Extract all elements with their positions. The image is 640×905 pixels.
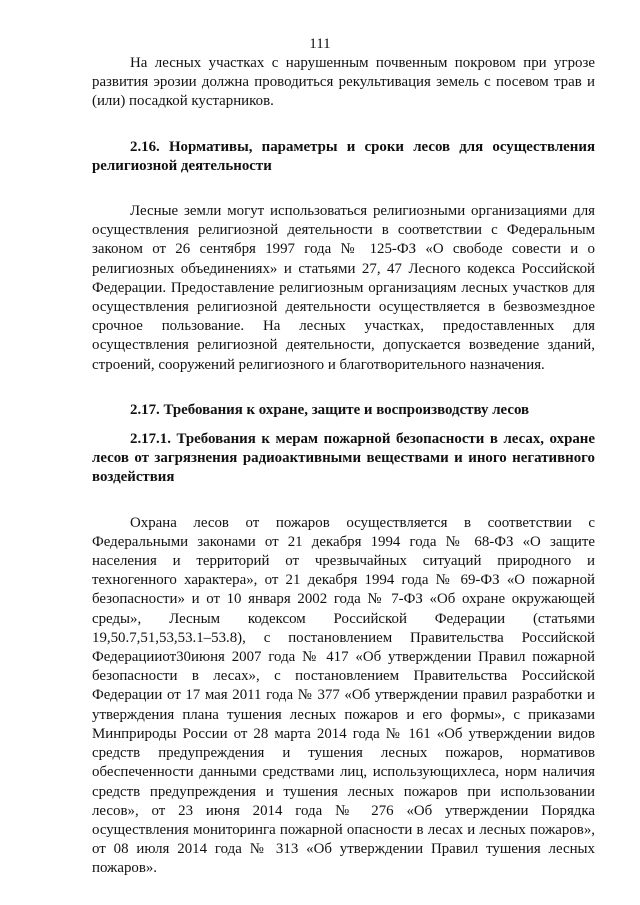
section-heading-2-17: 2.17. Требования к охране, защите и воспроизводству лесов: [130, 401, 530, 418]
section-heading-2-17-1: 2.17.1. Требования к мерам пожарной безопасности в лесах, охране лесов от загрязнения радиоактивными веществами и иного негативного воздействия: [92, 431, 595, 486]
paragraph-religious-use: Лесные земли могут использоваться религиозными организациями для осуществления религиозной деятельности в соответствии с Федеральным законом от 26 сентября 1997 года № 125-ФЗ «О свободе совести и о религиозных объединениях» и статьями 27, 47 Лесного кодекса Российской Федерации. Предоставление религиозным организациям лесных участков для осуществления религиозной деятельности осуществляется в безвозмездное срочное пользование. На лесных участках, предоставленных для осуществления религиозной деятельности, допускается возведение зданий, строений, сооружений религиозного и благотворительного назначения.: [92, 203, 595, 373]
paragraph-soil-recultivation: На лесных участках с нарушенным почвенным покровом при угрозе развития эрозии должна проводиться рекультивация земель с посевом трав и (или) посадкой кустарников.: [92, 55, 595, 110]
section-heading-2-16: 2.16. Нормативы, параметры и сроки лесов для осуществления религиозной деятельности: [92, 138, 595, 174]
document-body: [92, 54, 595, 879]
paragraph-fire-protection: Охрана лесов от пожаров осуществляется в соответствии с Федеральными законами от 21 декабря 1994 года № 68-ФЗ «О защите населения и территорий от чрезвычайных ситуаций природного и техногенного характера», от 21 декабря 1994 года № 69-ФЗ «О пожарной безопасности» и от 10 января 2002 года № 7-ФЗ «Об охране окружающей среды», Лесным кодексом Российской Федерации (статьями 19,50.7,51,53,53.1–53.8), с постановлением Правительства Российской Федерацииот30июня 2007 года № 417 «Об утверждении Правил пожарной безопасности в лесах», с постановлением Правительства Российской Федерации от 17 мая 2011 года № 377 «Об утверждении правил разработки и утверждения плана тушения лесных пожаров и его формы», с приказами Минприроды России от 28 марта 2014 года № 161 «Об утверждении видов средств предупреждения и тушения лесных пожаров, нормативов обеспеченности данными средствами лиц, использующихлеса, норм наличия средств предупреждения и тушения лесных пожаров при использовании лесов», от 23 июня 2014 года № 276 «Об утверждении Порядка осуществления мониторинга пожарной опасности в лесах и лесных пожаров», от 08 июля 2014 года № 313 «Об утверждении Правил тушения лесных пожаров».: [92, 514, 595, 877]
page-number: 111: [309, 36, 331, 52]
